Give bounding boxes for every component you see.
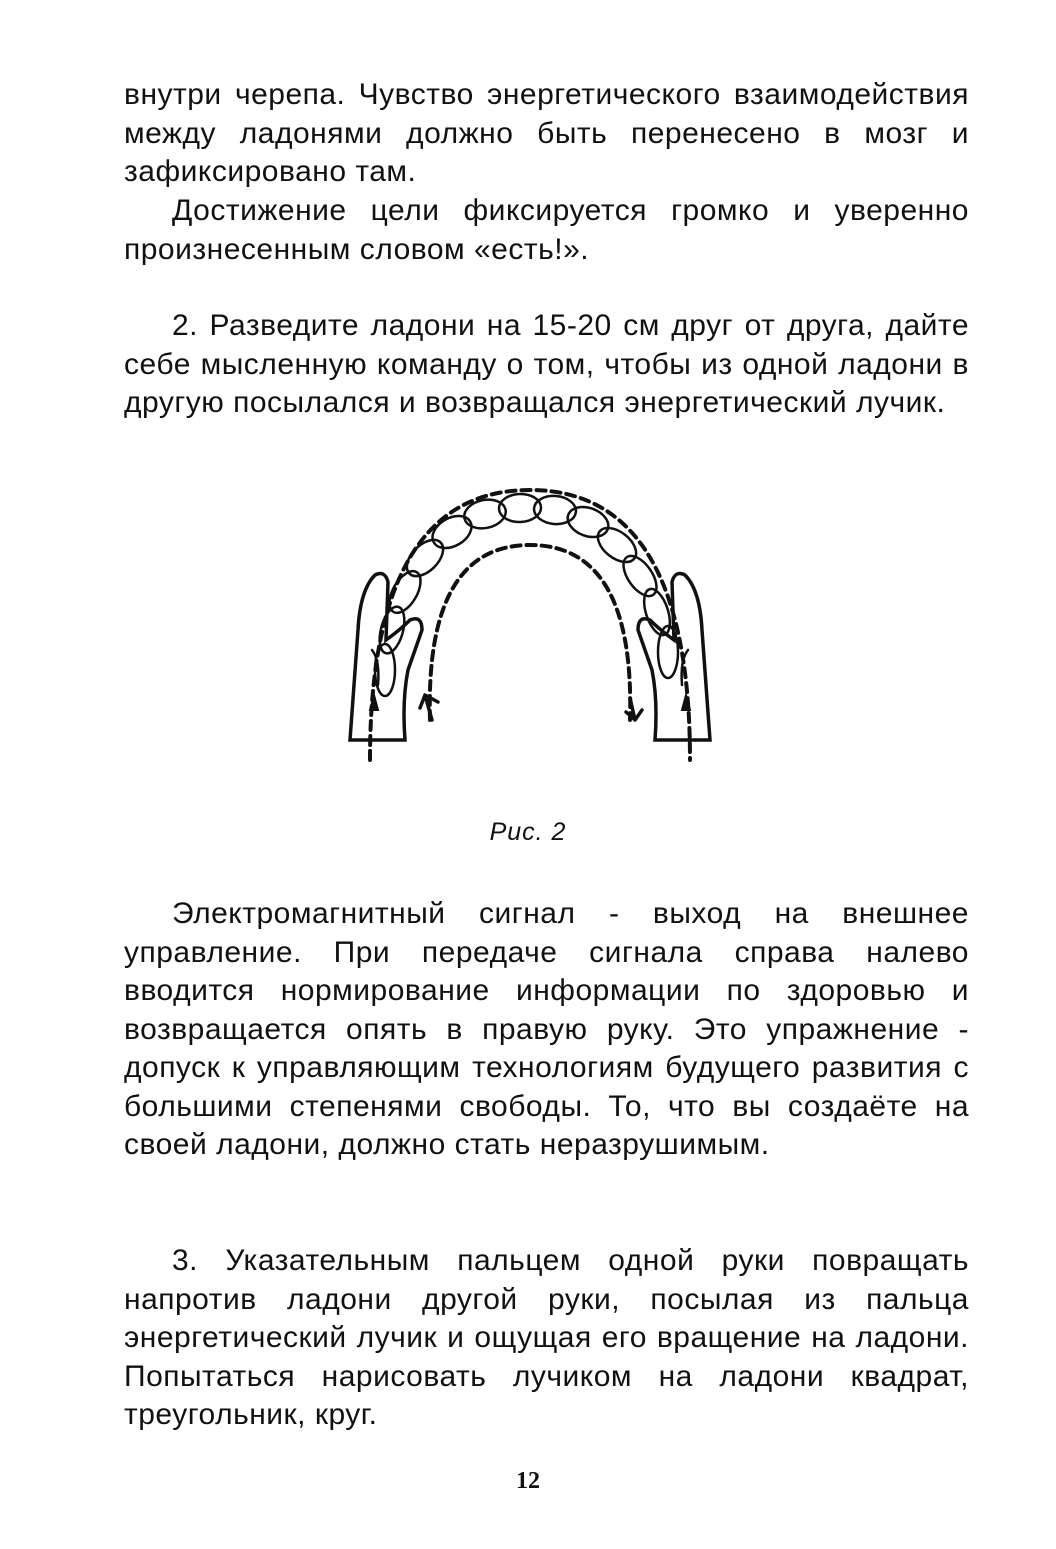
right-hand xyxy=(638,574,710,740)
figure-caption: Рис. 2 xyxy=(489,818,567,846)
paragraph-goal: Достижение цели фиксируется громко и уверенно произнесенным словом «есть!». xyxy=(124,194,969,266)
paragraph-signal: Электромагнитный сигнал - выход на внешнее управление. При передаче сигнала справа налево вводится нормирование информации по здоровью и возвращается опять в правую руку. Это упражнение - допуск к управляющим технологиям будущего развития с большими степенями свободы. То, что вы создаёте на своей ладони, должно стать неразрушимым. xyxy=(124,897,969,1161)
inner-arc xyxy=(430,545,630,720)
page-number: 12 xyxy=(516,1468,540,1494)
left-hand xyxy=(350,574,422,740)
energy-beam xyxy=(375,493,678,696)
outer-arc xyxy=(370,490,690,760)
paragraph-exercise-2: 2. Разведите ладони на 15-20 см друг от друга, дайте себе мысленную команду о том, чтобы из одной ладони в другую посылался и возвращался энергетический лучик. xyxy=(124,309,969,419)
paragraph-continuation: внутри черепа. Чувство энергетического взаимодействия между ладонями должно быть перенесено в мозг и зафиксировано там. xyxy=(124,78,969,188)
paragraph-exercise-3: 3. Указательным пальцем одной руки повращать напротив ладони другой руки, посылая из пальца энергетический лучик и ощущая его вращение на ладони. Попытаться нарисовать лучиком на ладони квадрат, треугольник, круг. xyxy=(124,1244,969,1431)
hands-energy-arc-icon xyxy=(330,470,730,790)
